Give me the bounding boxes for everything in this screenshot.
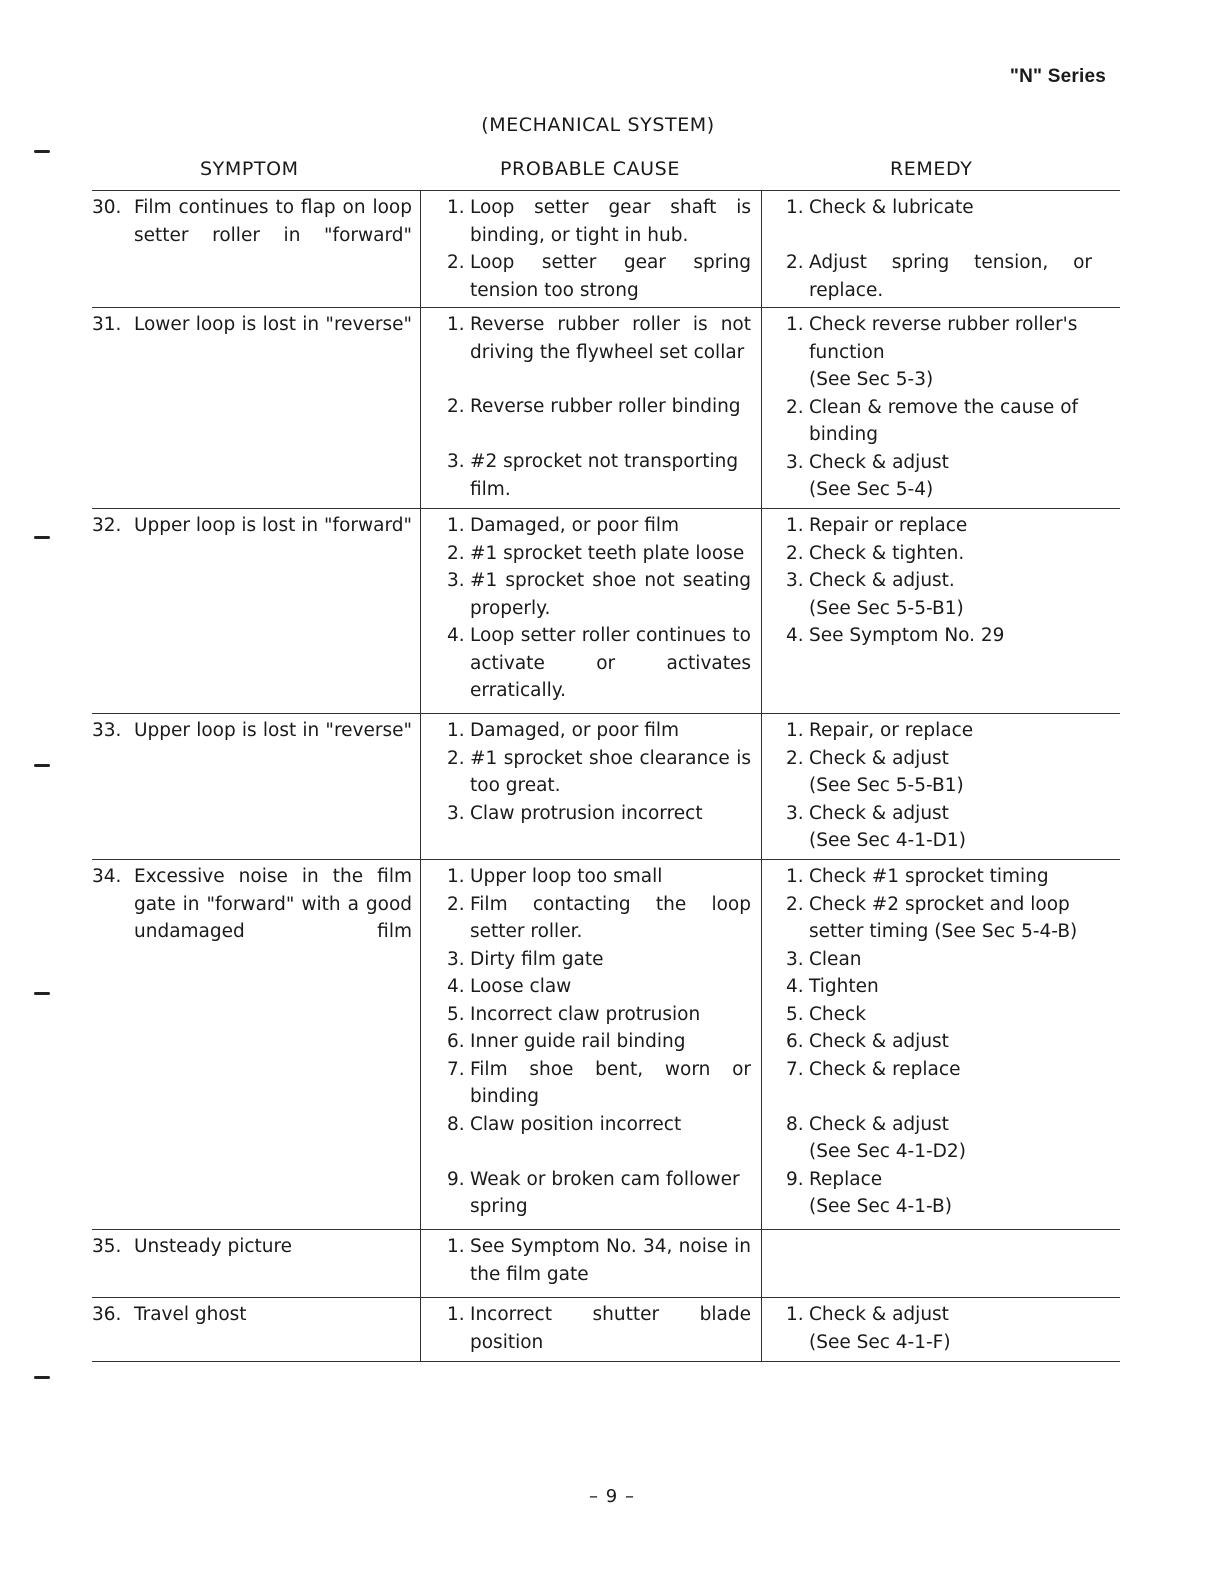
symptom-text: Lower loop is lost in "reverse" — [134, 314, 412, 335]
item-number: 2. — [447, 396, 465, 417]
item-number: 1. — [786, 1304, 804, 1325]
item-text: (See Sec 5-4) — [809, 479, 934, 500]
item-number: 1. — [447, 866, 465, 887]
table-row — [92, 508, 1120, 713]
list-item — [786, 540, 1092, 568]
item-number: 4. — [447, 625, 465, 646]
cause-cell — [420, 509, 762, 713]
item-text: Loose claw — [470, 976, 572, 997]
item-text: (See Sec 4-1-B) — [809, 1196, 952, 1217]
table-row — [92, 190, 1120, 307]
list-item — [447, 1001, 751, 1029]
cause-cell — [420, 1230, 762, 1297]
item-number: 3. — [447, 802, 465, 824]
item-number: 3. — [786, 451, 804, 473]
item-text: Check & adjust — [809, 1113, 949, 1135]
symptom-cell — [92, 860, 420, 1229]
section-title: (MECHANICAL SYSTEM) — [481, 114, 715, 136]
item-number: 1. — [447, 314, 465, 335]
item-text: Upper loop too small — [470, 866, 663, 887]
item-text: See Symptom No. 29 — [809, 625, 1005, 646]
list-item — [447, 512, 751, 540]
cause-cell — [420, 308, 762, 508]
item-text: Damaged, or poor film — [470, 720, 680, 741]
item-text: Incorrect claw protrusion — [470, 1003, 701, 1025]
list-item — [447, 1233, 751, 1288]
symptom-text: Upper loop is lost in "reverse" — [134, 720, 412, 741]
item-text: #1 sprocket shoe not seating properly. — [470, 570, 751, 619]
list-item — [447, 311, 751, 393]
remedy-cell — [762, 509, 1120, 713]
remedy-cell — [762, 860, 1120, 1229]
item-number: 3. — [447, 948, 465, 970]
list-item — [786, 772, 1092, 800]
item-text: Check reverse rubber roller's function — [809, 314, 1078, 363]
list-item — [447, 567, 751, 622]
item-text: Claw position incorrect — [470, 1113, 682, 1135]
symptom-number: 36. — [92, 1304, 122, 1325]
item-text: Check & adjust — [809, 802, 949, 824]
cause-cell — [420, 714, 762, 859]
list-item — [786, 1301, 1092, 1329]
list-item — [447, 1166, 751, 1221]
item-number: 1. — [786, 197, 804, 218]
item-text: Film contacting the loop setter roller. — [470, 893, 751, 942]
cause-cell — [420, 191, 762, 307]
item-number: 7. — [447, 1058, 465, 1080]
item-text: Film shoe bent, worn or binding — [470, 1058, 751, 1107]
list-item — [447, 891, 751, 946]
item-number — [786, 476, 809, 504]
list-item — [786, 249, 1092, 304]
list-item — [786, 194, 1092, 249]
item-text: Inner guide rail binding — [470, 1031, 686, 1052]
list-item — [786, 622, 1092, 650]
symptom-cell — [92, 714, 420, 859]
list-item — [786, 1056, 1092, 1111]
page-number: – 9 – — [589, 1486, 635, 1507]
item-text: Check #2 sprocket and loop setter timing (See Sec 5-4-B) — [809, 893, 1078, 942]
symptom-number: 32. — [92, 515, 122, 536]
item-text: Repair or replace — [809, 515, 968, 536]
list-item — [786, 1193, 1092, 1221]
list-item — [447, 1056, 751, 1111]
list-item — [786, 745, 1092, 773]
symptom-text: Travel ghost — [134, 1304, 247, 1325]
item-number: 6. — [786, 1031, 804, 1052]
remedy-cell — [762, 308, 1120, 508]
item-number: 2. — [786, 893, 804, 915]
list-item — [786, 800, 1092, 828]
symptom-number: 30. — [92, 197, 122, 218]
item-number: 3. — [447, 570, 465, 591]
remedy-cell — [762, 191, 1120, 307]
list-item — [786, 512, 1092, 540]
item-text: See Symptom No. 34, noise in the film gate — [470, 1236, 751, 1285]
list-item — [786, 567, 1092, 595]
symptom-cell — [92, 1230, 420, 1297]
item-text: Check & lubricate — [809, 197, 974, 218]
list-item — [447, 863, 751, 891]
symptom-text: Excessive noise in the film gate in "forward" with a good undamaged film — [134, 866, 412, 942]
list-item — [447, 1301, 751, 1356]
list-item — [786, 891, 1092, 946]
item-text: Loop setter roller continues to activate or activates erratically. — [470, 625, 751, 701]
cause-cell — [420, 1298, 762, 1361]
column-header-symptom: SYMPTOM — [200, 158, 299, 180]
list-item — [447, 745, 751, 800]
item-number: 4. — [447, 976, 465, 997]
item-number: 1. — [786, 515, 804, 536]
item-text: (See Sec 5-5-B1) — [809, 775, 964, 796]
list-item — [447, 946, 751, 974]
symptom-text: Upper loop is lost in "forward" — [134, 515, 412, 536]
item-number: 9. — [786, 1168, 804, 1190]
item-text: Reverse rubber roller binding — [470, 396, 741, 417]
table-row — [92, 1297, 1120, 1362]
list-item — [786, 476, 1092, 504]
item-number — [786, 1138, 809, 1166]
list-item — [786, 717, 1092, 745]
item-text: Claw protrusion incorrect — [470, 802, 703, 824]
table-row — [92, 307, 1120, 508]
item-text: Clean — [809, 948, 862, 970]
item-text: Tighten — [809, 976, 879, 997]
symptom-number: 35. — [92, 1236, 122, 1257]
item-number — [786, 1193, 809, 1221]
list-item — [786, 863, 1092, 891]
scan-mark — [34, 536, 50, 539]
item-number: 1. — [447, 720, 465, 741]
remedy-cell — [762, 1298, 1120, 1361]
item-number: 3. — [447, 451, 465, 472]
column-header-probable-cause: PROBABLE CAUSE — [500, 158, 680, 180]
column-header-remedy: REMEDY — [890, 158, 973, 180]
remedy-cell — [762, 1230, 1120, 1297]
item-text: Check & adjust. — [809, 570, 955, 591]
item-number: 3. — [786, 570, 804, 591]
symptom-number: 34. — [92, 866, 122, 887]
item-text: #1 sprocket teeth plate loose — [470, 542, 745, 564]
item-number: 4. — [786, 625, 804, 646]
item-number — [786, 595, 809, 623]
item-text: Adjust spring tension, or replace. — [809, 252, 1092, 301]
item-number: 1. — [447, 1304, 465, 1325]
item-number: 1. — [786, 866, 804, 887]
item-number: 8. — [786, 1113, 804, 1135]
item-text: Damaged, or poor film — [470, 515, 680, 536]
item-text: Reverse rubber roller is not driving the flywheel set collar — [470, 314, 751, 363]
item-number — [786, 1329, 809, 1357]
item-text: Check & adjust — [809, 451, 949, 473]
scan-mark — [34, 150, 50, 153]
symptom-cell — [92, 509, 420, 713]
item-text: Check & adjust — [809, 1304, 949, 1325]
symptom-cell — [92, 1298, 420, 1361]
symptom-cell — [92, 308, 420, 508]
symptom-text: Film continues to flap on loop setter roller in "forward" — [134, 197, 412, 246]
list-item — [447, 194, 751, 249]
list-item — [447, 393, 751, 448]
item-text: Dirty film gate — [470, 948, 604, 970]
item-text: Check & adjust — [809, 747, 949, 769]
item-text: Loop setter gear spring tension too strong — [470, 252, 751, 301]
item-number: 5. — [447, 1003, 465, 1025]
list-item — [447, 1111, 751, 1166]
item-text: (See Sec 4-1-D2) — [809, 1141, 966, 1162]
item-text: Check — [809, 1003, 866, 1025]
item-number: 2. — [786, 542, 804, 564]
list-item — [786, 449, 1092, 477]
remedy-cell — [762, 714, 1120, 859]
table-row — [92, 713, 1120, 859]
item-number — [786, 366, 809, 394]
item-text: Weak or broken cam follower spring — [470, 1168, 740, 1217]
symptom-text: Unsteady picture — [134, 1236, 293, 1257]
table-row — [92, 1229, 1120, 1297]
list-item — [786, 311, 1092, 366]
item-number: 8. — [447, 1113, 465, 1135]
scan-mark — [34, 764, 50, 767]
list-item — [786, 394, 1092, 449]
item-number: 2. — [447, 252, 465, 273]
symptom-cell — [92, 191, 420, 307]
item-text: (See Sec 5-5-B1) — [809, 597, 964, 619]
list-item — [447, 1028, 751, 1056]
item-number: 1. — [447, 197, 465, 218]
item-text: #2 sprocket not transporting film. — [470, 451, 739, 500]
item-number: 1. — [447, 515, 465, 536]
item-number: 2. — [447, 893, 465, 915]
item-number: 2. — [447, 747, 465, 769]
table-row — [92, 859, 1120, 1229]
list-item — [786, 1138, 1092, 1166]
item-text: Loop setter gear shaft is binding, or tight in hub. — [470, 197, 751, 246]
list-item — [447, 249, 751, 304]
list-item — [786, 827, 1092, 855]
item-number: 2. — [786, 252, 804, 273]
item-number: 3. — [786, 802, 804, 824]
scan-mark — [34, 1376, 50, 1379]
series-label: "N" Series — [1009, 66, 1106, 87]
item-text: Replace — [809, 1168, 883, 1190]
item-text: Check & tighten. — [809, 542, 965, 564]
symptom-number: 33. — [92, 720, 122, 741]
item-text: (See Sec 4-1-F) — [809, 1331, 951, 1353]
item-text: #1 sprocket shoe clearance is too great. — [470, 747, 751, 796]
item-text: Check & adjust — [809, 1031, 949, 1052]
item-number: 2. — [447, 542, 465, 564]
item-number: 5. — [786, 1003, 804, 1025]
item-number — [786, 827, 809, 855]
item-text: (See Sec 5-3) — [809, 369, 934, 390]
list-item — [786, 946, 1092, 974]
item-number: 4. — [786, 976, 804, 997]
list-item — [786, 1166, 1092, 1194]
list-item — [786, 1001, 1092, 1029]
item-number: 2. — [786, 747, 804, 769]
list-item — [447, 717, 751, 745]
list-item — [786, 1329, 1092, 1357]
list-item — [786, 1111, 1092, 1139]
item-text: Incorrect shutter blade position — [470, 1304, 751, 1353]
list-item — [786, 973, 1092, 1001]
list-item — [786, 1028, 1092, 1056]
list-item — [786, 366, 1092, 394]
item-text: (See Sec 4-1-D1) — [809, 830, 966, 851]
item-text: Check #1 sprocket timing — [809, 866, 1049, 887]
scan-mark — [34, 992, 50, 995]
cause-cell — [420, 860, 762, 1229]
list-item — [786, 595, 1092, 623]
list-item — [447, 800, 751, 828]
list-item — [447, 540, 751, 568]
item-number — [786, 772, 809, 800]
list-item — [447, 622, 751, 705]
item-text: Clean & remove the cause of binding — [809, 396, 1079, 445]
item-number: 6. — [447, 1031, 465, 1052]
item-number: 2. — [786, 396, 804, 418]
troubleshooting-table — [92, 190, 1120, 1362]
item-text: Check & replace — [809, 1058, 961, 1080]
item-number: 1. — [786, 314, 804, 335]
item-number: 3. — [786, 948, 804, 970]
item-text: Repair, or replace — [809, 720, 974, 741]
item-number: 1. — [786, 720, 804, 741]
item-number: 7. — [786, 1058, 804, 1080]
list-item — [447, 973, 751, 1001]
item-number: 1. — [447, 1236, 465, 1257]
list-item — [447, 448, 751, 503]
symptom-number: 31. — [92, 314, 122, 335]
item-number: 9. — [447, 1168, 465, 1190]
